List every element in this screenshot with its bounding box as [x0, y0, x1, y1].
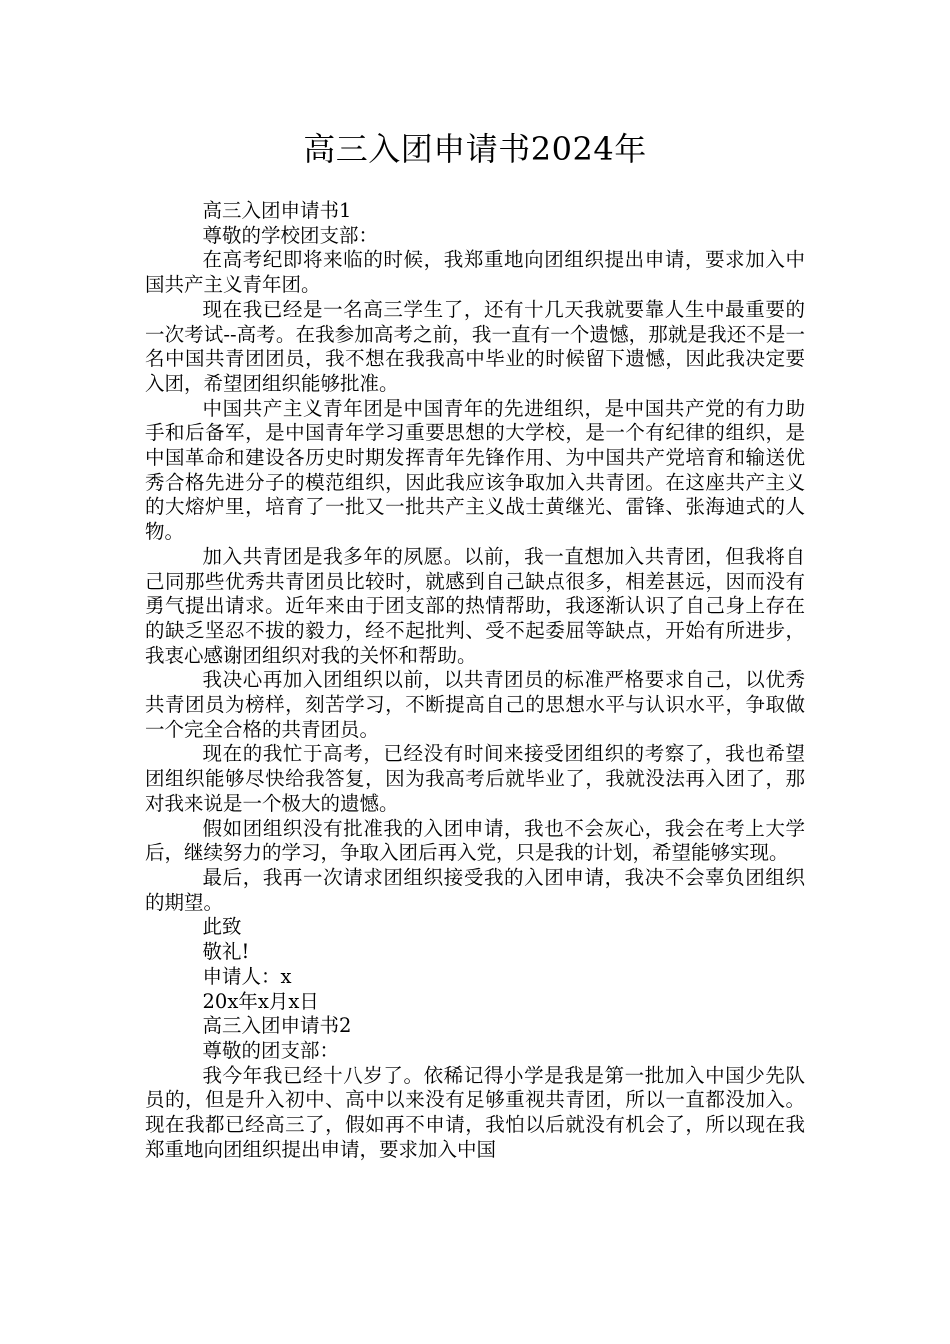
document-title: 高三入团申请书2024年	[303, 130, 647, 168]
paragraph: 尊敬的学校团支部：	[202, 223, 379, 247]
paragraph: 在高考纪即将来临的时候，我郑重地向团组织提出申请，要求加入中国共产主义青年团。	[145, 248, 805, 297]
applicant-line: 申请人：x	[202, 964, 292, 988]
closing-line: 此致	[202, 915, 242, 939]
section-heading: 高三入团申请书2	[202, 1014, 352, 1038]
paragraph: 现在我已经是一名高三学生了，还有十几天我就要靠人生中最重要的一次考试--高考。在我参加高考之前，我一直有一个遗憾，那就是我还不是一名中国共青团团员，我不想在我我高中毕业的时候留下遗憾，因此我决定要入团，希望团组织能够批准。	[145, 297, 805, 395]
closing-line: 敬礼!	[202, 940, 250, 964]
paragraph: 假如团组织没有批准我的入团申请，我也不会灰心，我会在考上大学后，继续努力的学习，争取入团后再入党，只是我的计划，希望能够实现。	[145, 816, 805, 865]
paragraph: 我今年我已经十八岁了。依稀记得小学是我是第一批加入中国少先队员的，但是升入初中、高中以来没有足够重视共青团，所以一直都没加入。现在我都已经高三了，假如再不申请，我怕以后就没有机会了，所以现在我郑重地向团组织提出申请，要求加入中国	[145, 1063, 805, 1161]
date-line: 20x年x月x日	[202, 989, 319, 1013]
paragraph: 我决心再加入团组织以前，以共青团员的标准严格要求自己，以优秀共青团员为榜样，刻苦学习，不断提高自己的思想水平与认识水平，争取做一个完全合格的共青团员。	[145, 668, 805, 741]
document-body	[145, 199, 805, 1162]
paragraph: 加入共青团是我多年的夙愿。以前，我一直想加入共青团，但我将自己同那些优秀共青团员比较时，就感到自己缺点很多，相差甚远，因而没有勇气提出请求。近年来由于团支部的热情帮助，我逐渐认识了自己身上存在的缺乏坚忍不拔的毅力，经不起批判、受不起委屈等缺点，开始有所进步，我衷心感谢团组织对我的关怀和帮助。	[145, 544, 805, 667]
salutation: 尊敬的团支部：	[202, 1038, 340, 1062]
paragraph: 现在的我忙于高考，已经没有时间来接受团组织的考察了，我也希望团组织能够尽快给我答复，因为我高考后就毕业了，我就没法再入团了，那对我来说是一个极大的遗憾。	[145, 742, 805, 815]
paragraph: 高三入团申请书1	[202, 199, 352, 222]
paragraph: 最后，我再一次请求团组织接受我的入团申请，我决不会辜负团组织的期望。	[145, 865, 805, 914]
paragraph: 中国共产主义青年团是中国青年的先进组织，是中国共产党的有力助手和后备军，是中国青年学习重要思想的大学校，是一个有纪律的组织，是中国革命和建设各历史时期发挥青年先锋作用、为中国共产党培育和输送优秀合格先进分子的模范组织，因此我应该争取加入共青团。在这座共产主义的大熔炉里，培育了一批又一批共产主义战士黄继光、雷锋、张海迪式的人物。	[145, 396, 805, 544]
